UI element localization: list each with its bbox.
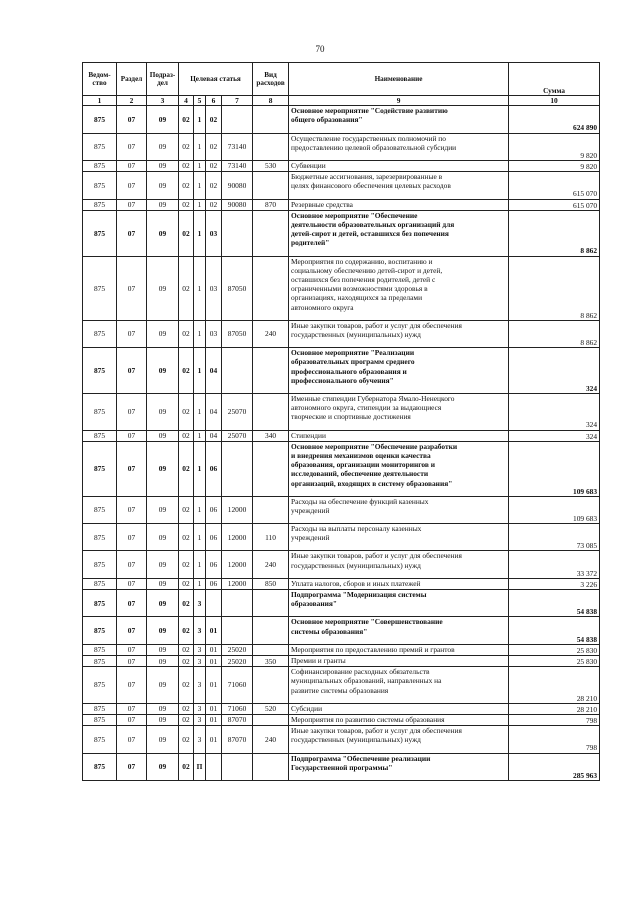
table-row bbox=[83, 393, 600, 430]
cell-pr: 09 bbox=[147, 199, 179, 210]
cell-name: Субвенции bbox=[289, 160, 509, 171]
cell-a: 02 bbox=[179, 617, 194, 644]
cell-a: 02 bbox=[179, 133, 194, 160]
table-row bbox=[83, 320, 600, 347]
cell-b: 1 bbox=[194, 133, 206, 160]
header-vid: Вид расходов bbox=[253, 63, 289, 96]
cell-name: Основное мероприятие "Содействие развитию общего образования" bbox=[289, 106, 509, 133]
header-podrazdel: Подраз- дел bbox=[147, 63, 179, 96]
table-row bbox=[83, 590, 600, 617]
column-number: 10 bbox=[509, 96, 600, 106]
cell-rz: 07 bbox=[117, 106, 147, 133]
cell-a: 02 bbox=[179, 393, 194, 430]
cell-rz: 07 bbox=[117, 726, 147, 753]
cell-sum: 615 070 bbox=[509, 199, 600, 210]
cell-d: 73140 bbox=[222, 160, 253, 171]
cell-c: 02 bbox=[206, 133, 222, 160]
cell-vid bbox=[253, 644, 289, 655]
cell-rz: 07 bbox=[117, 703, 147, 714]
cell-sum: 25 830 bbox=[509, 656, 600, 667]
cell-b: 1 bbox=[194, 172, 206, 199]
cell-vid bbox=[253, 617, 289, 644]
cell-c: 02 bbox=[206, 160, 222, 171]
table-row bbox=[83, 348, 600, 394]
cell-vid: 240 bbox=[253, 551, 289, 578]
table-row bbox=[83, 644, 600, 655]
cell-d: 12000 bbox=[222, 524, 253, 551]
cell-name: Резервные средства bbox=[289, 199, 509, 210]
cell-d: 90080 bbox=[222, 172, 253, 199]
cell-c: 01 bbox=[206, 644, 222, 655]
cell-pr: 09 bbox=[147, 753, 179, 780]
cell-sum: 9 820 bbox=[509, 160, 600, 171]
cell-name: Уплата налогов, сборов и иных платежей bbox=[289, 578, 509, 589]
cell-c: 04 bbox=[206, 430, 222, 441]
cell-ved: 875 bbox=[83, 393, 117, 430]
cell-a: 02 bbox=[179, 348, 194, 394]
column-number: 4 bbox=[179, 96, 194, 106]
cell-vid bbox=[253, 496, 289, 523]
cell-d: 73140 bbox=[222, 133, 253, 160]
cell-a: 02 bbox=[179, 578, 194, 589]
cell-ved: 875 bbox=[83, 715, 117, 726]
cell-d bbox=[222, 590, 253, 617]
cell-ved: 875 bbox=[83, 441, 117, 496]
cell-sum: 54 838 bbox=[509, 590, 600, 617]
column-number: 5 bbox=[194, 96, 206, 106]
budget-table bbox=[82, 62, 600, 781]
cell-b: 1 bbox=[194, 199, 206, 210]
cell-rz: 07 bbox=[117, 172, 147, 199]
cell-pr: 09 bbox=[147, 106, 179, 133]
cell-name: Подпрограмма "Обеспечение реализации Государственной программы" bbox=[289, 753, 509, 780]
cell-c: 02 bbox=[206, 199, 222, 210]
cell-d: 87050 bbox=[222, 256, 253, 320]
cell-vid: 530 bbox=[253, 160, 289, 171]
cell-d: 12000 bbox=[222, 578, 253, 589]
cell-ved: 875 bbox=[83, 644, 117, 655]
cell-name: Мероприятия по содержанию, воспитанию и социальному обеспечению детей-сирот и детей, оставшихся без попечения родителей, детей с ограниченными возможностями здоровья в организациях, находящихся за пределами автономного округа bbox=[289, 256, 509, 320]
cell-a: 02 bbox=[179, 590, 194, 617]
cell-a: 02 bbox=[179, 703, 194, 714]
cell-d: 12000 bbox=[222, 496, 253, 523]
cell-d: 71060 bbox=[222, 703, 253, 714]
cell-ved: 875 bbox=[83, 753, 117, 780]
cell-a: 02 bbox=[179, 726, 194, 753]
cell-sum: 28 210 bbox=[509, 667, 600, 704]
cell-c: 04 bbox=[206, 393, 222, 430]
cell-vid bbox=[253, 106, 289, 133]
cell-rz: 07 bbox=[117, 133, 147, 160]
cell-b: 1 bbox=[194, 320, 206, 347]
cell-b: 1 bbox=[194, 106, 206, 133]
cell-c: 04 bbox=[206, 348, 222, 394]
cell-a: 02 bbox=[179, 160, 194, 171]
cell-d: 87050 bbox=[222, 320, 253, 347]
column-number: 7 bbox=[222, 96, 253, 106]
cell-name: Иные закупки товаров, работ и услуг для обеспечения государственных (муниципальных) нужд bbox=[289, 726, 509, 753]
cell-a: 02 bbox=[179, 524, 194, 551]
table-row bbox=[83, 617, 600, 644]
cell-pr: 09 bbox=[147, 726, 179, 753]
cell-b: 1 bbox=[194, 348, 206, 394]
cell-rz: 07 bbox=[117, 496, 147, 523]
cell-name: Расходы на обеспечение функций казенных учреждений bbox=[289, 496, 509, 523]
cell-pr: 09 bbox=[147, 496, 179, 523]
cell-a: 02 bbox=[179, 551, 194, 578]
cell-sum: 8 862 bbox=[509, 210, 600, 256]
cell-name: Основное мероприятие "Обеспечение разработки и внедрения механизмов оценки качества образования, организации мониторингов и исследований, обеспечение деятельности организаций, входящих в систему образования" bbox=[289, 441, 509, 496]
cell-vid bbox=[253, 348, 289, 394]
cell-vid bbox=[253, 441, 289, 496]
cell-sum: 624 890 bbox=[509, 106, 600, 133]
cell-sum: 324 bbox=[509, 430, 600, 441]
cell-ved: 875 bbox=[83, 133, 117, 160]
cell-sum: 28 210 bbox=[509, 703, 600, 714]
cell-b: 1 bbox=[194, 578, 206, 589]
header-sum: Сумма bbox=[509, 63, 600, 96]
table-row bbox=[83, 133, 600, 160]
cell-name: Софинансирование расходных обязательств муниципальных образований, направленных на развитие системы образования bbox=[289, 667, 509, 704]
cell-pr: 09 bbox=[147, 320, 179, 347]
cell-b: 1 bbox=[194, 430, 206, 441]
cell-pr: 09 bbox=[147, 667, 179, 704]
cell-name: Премии и гранты bbox=[289, 656, 509, 667]
cell-vid bbox=[253, 715, 289, 726]
header-ved: Ведом- ство bbox=[83, 63, 117, 96]
table-row bbox=[83, 524, 600, 551]
cell-c: 02 bbox=[206, 106, 222, 133]
cell-sum: 9 820 bbox=[509, 133, 600, 160]
cell-c: 06 bbox=[206, 578, 222, 589]
table-row bbox=[83, 199, 600, 210]
cell-c: 03 bbox=[206, 256, 222, 320]
table-row bbox=[83, 703, 600, 714]
cell-name: Именные стипендии Губернатора Ямало-Ненецкого автономного округа, стипендии за выдающиеся творческие и спортивные достижения bbox=[289, 393, 509, 430]
cell-b: 3 bbox=[194, 667, 206, 704]
cell-c bbox=[206, 590, 222, 617]
table-row bbox=[83, 578, 600, 589]
cell-d: 87070 bbox=[222, 726, 253, 753]
cell-rz: 07 bbox=[117, 753, 147, 780]
column-number: 8 bbox=[253, 96, 289, 106]
cell-rz: 07 bbox=[117, 256, 147, 320]
cell-name: Подпрограмма "Модернизация системы образования" bbox=[289, 590, 509, 617]
column-number: 3 bbox=[147, 96, 179, 106]
cell-vid: 520 bbox=[253, 703, 289, 714]
cell-d bbox=[222, 753, 253, 780]
cell-name: Бюджетные ассигнования, зарезервированные в целях финансового обеспечения целевых расходов bbox=[289, 172, 509, 199]
cell-rz: 07 bbox=[117, 348, 147, 394]
cell-d: 25020 bbox=[222, 656, 253, 667]
table-row bbox=[83, 430, 600, 441]
cell-vid: 350 bbox=[253, 656, 289, 667]
cell-name: Иные закупки товаров, работ и услуг для обеспечения государственных (муниципальных) нужд bbox=[289, 551, 509, 578]
cell-sum: 25 830 bbox=[509, 644, 600, 655]
cell-c: 01 bbox=[206, 667, 222, 704]
cell-rz: 07 bbox=[117, 199, 147, 210]
cell-c: 06 bbox=[206, 496, 222, 523]
cell-d: 25070 bbox=[222, 430, 253, 441]
cell-b: 3 bbox=[194, 726, 206, 753]
cell-vid bbox=[253, 210, 289, 256]
cell-b: 1 bbox=[194, 524, 206, 551]
cell-ved: 875 bbox=[83, 726, 117, 753]
cell-a: 02 bbox=[179, 199, 194, 210]
cell-pr: 09 bbox=[147, 715, 179, 726]
cell-a: 02 bbox=[179, 320, 194, 347]
cell-d bbox=[222, 441, 253, 496]
table-row bbox=[83, 753, 600, 780]
cell-pr: 09 bbox=[147, 644, 179, 655]
cell-vid: 110 bbox=[253, 524, 289, 551]
cell-pr: 09 bbox=[147, 578, 179, 589]
cell-c bbox=[206, 753, 222, 780]
cell-b: 1 bbox=[194, 393, 206, 430]
cell-d: 25020 bbox=[222, 644, 253, 655]
cell-rz: 07 bbox=[117, 210, 147, 256]
cell-vid bbox=[253, 393, 289, 430]
cell-c: 03 bbox=[206, 210, 222, 256]
cell-vid: 850 bbox=[253, 578, 289, 589]
cell-d bbox=[222, 348, 253, 394]
cell-name: Осуществление государственных полномочий по предоставлению целевой образовательной субсидии bbox=[289, 133, 509, 160]
table-row bbox=[83, 656, 600, 667]
cell-pr: 09 bbox=[147, 551, 179, 578]
cell-rz: 07 bbox=[117, 656, 147, 667]
cell-c: 06 bbox=[206, 524, 222, 551]
cell-d bbox=[222, 617, 253, 644]
cell-pr: 09 bbox=[147, 430, 179, 441]
cell-ved: 875 bbox=[83, 551, 117, 578]
cell-ved: 875 bbox=[83, 256, 117, 320]
column-number: 2 bbox=[117, 96, 147, 106]
cell-d: 90080 bbox=[222, 199, 253, 210]
cell-ved: 875 bbox=[83, 348, 117, 394]
table-row bbox=[83, 496, 600, 523]
cell-sum: 54 838 bbox=[509, 617, 600, 644]
cell-name: Иные закупки товаров, работ и услуг для обеспечения государственных (муниципальных) нужд bbox=[289, 320, 509, 347]
cell-b: 3 bbox=[194, 703, 206, 714]
cell-vid bbox=[253, 667, 289, 704]
cell-pr: 09 bbox=[147, 393, 179, 430]
cell-c: 01 bbox=[206, 703, 222, 714]
table-row bbox=[83, 726, 600, 753]
cell-b: 1 bbox=[194, 210, 206, 256]
cell-rz: 07 bbox=[117, 524, 147, 551]
cell-vid: 340 bbox=[253, 430, 289, 441]
cell-a: 02 bbox=[179, 656, 194, 667]
cell-ved: 875 bbox=[83, 667, 117, 704]
cell-a: 02 bbox=[179, 256, 194, 320]
cell-name: Основное мероприятие "Обеспечение деятельности образовательных организаций для детей-сирот и детей, оставшихся без попечения родителей" bbox=[289, 210, 509, 256]
column-number: 6 bbox=[206, 96, 222, 106]
cell-b: 3 bbox=[194, 715, 206, 726]
header-row bbox=[83, 63, 600, 96]
cell-pr: 09 bbox=[147, 703, 179, 714]
table-body bbox=[83, 106, 600, 781]
cell-vid: 240 bbox=[253, 320, 289, 347]
cell-d: 71060 bbox=[222, 667, 253, 704]
cell-ved: 875 bbox=[83, 106, 117, 133]
cell-pr: 09 bbox=[147, 656, 179, 667]
cell-sum: 109 683 bbox=[509, 496, 600, 523]
cell-b: 1 bbox=[194, 160, 206, 171]
cell-name: Основное мероприятие "Совершенствование системы образования" bbox=[289, 617, 509, 644]
cell-c: 01 bbox=[206, 656, 222, 667]
cell-rz: 07 bbox=[117, 441, 147, 496]
cell-rz: 07 bbox=[117, 393, 147, 430]
cell-a: 02 bbox=[179, 644, 194, 655]
cell-a: 02 bbox=[179, 753, 194, 780]
cell-c: 06 bbox=[206, 551, 222, 578]
cell-ved: 875 bbox=[83, 210, 117, 256]
cell-rz: 07 bbox=[117, 644, 147, 655]
header-target: Целевая статья bbox=[179, 63, 253, 96]
cell-ved: 875 bbox=[83, 172, 117, 199]
cell-pr: 09 bbox=[147, 348, 179, 394]
cell-ved: 875 bbox=[83, 160, 117, 171]
cell-d: 12000 bbox=[222, 551, 253, 578]
cell-pr: 09 bbox=[147, 441, 179, 496]
cell-b: 1 bbox=[194, 551, 206, 578]
cell-ved: 875 bbox=[83, 656, 117, 667]
cell-rz: 07 bbox=[117, 320, 147, 347]
cell-pr: 09 bbox=[147, 256, 179, 320]
table-row bbox=[83, 160, 600, 171]
cell-pr: 09 bbox=[147, 172, 179, 199]
cell-sum: 285 963 bbox=[509, 753, 600, 780]
page-number: 70 bbox=[315, 44, 325, 54]
cell-a: 02 bbox=[179, 172, 194, 199]
table-row bbox=[83, 715, 600, 726]
cell-d bbox=[222, 210, 253, 256]
table-row bbox=[83, 256, 600, 320]
cell-a: 02 bbox=[179, 210, 194, 256]
cell-ved: 875 bbox=[83, 617, 117, 644]
cell-vid bbox=[253, 753, 289, 780]
cell-pr: 09 bbox=[147, 133, 179, 160]
table-row bbox=[83, 551, 600, 578]
cell-rz: 07 bbox=[117, 715, 147, 726]
cell-a: 02 bbox=[179, 441, 194, 496]
cell-name: Стипендии bbox=[289, 430, 509, 441]
cell-d: 87070 bbox=[222, 715, 253, 726]
cell-name: Субсидии bbox=[289, 703, 509, 714]
cell-sum: 8 862 bbox=[509, 320, 600, 347]
cell-a: 02 bbox=[179, 106, 194, 133]
cell-vid bbox=[253, 133, 289, 160]
table-row bbox=[83, 441, 600, 496]
cell-c: 03 bbox=[206, 320, 222, 347]
cell-ved: 875 bbox=[83, 496, 117, 523]
cell-a: 02 bbox=[179, 430, 194, 441]
cell-rz: 07 bbox=[117, 667, 147, 704]
header-name: Наименование bbox=[289, 63, 509, 96]
cell-b: П bbox=[194, 753, 206, 780]
cell-rz: 07 bbox=[117, 578, 147, 589]
cell-pr: 09 bbox=[147, 524, 179, 551]
cell-sum: 798 bbox=[509, 726, 600, 753]
column-number-row bbox=[83, 96, 600, 106]
cell-sum: 798 bbox=[509, 715, 600, 726]
cell-pr: 09 bbox=[147, 210, 179, 256]
cell-rz: 07 bbox=[117, 160, 147, 171]
cell-b: 1 bbox=[194, 256, 206, 320]
table-row bbox=[83, 106, 600, 133]
cell-b: 3 bbox=[194, 656, 206, 667]
cell-a: 02 bbox=[179, 715, 194, 726]
cell-ved: 875 bbox=[83, 578, 117, 589]
cell-name: Расходы на выплаты персоналу казенных учреждений bbox=[289, 524, 509, 551]
cell-sum: 324 bbox=[509, 393, 600, 430]
table-row bbox=[83, 210, 600, 256]
cell-ved: 875 bbox=[83, 703, 117, 714]
cell-ved: 875 bbox=[83, 199, 117, 210]
cell-sum: 615 070 bbox=[509, 172, 600, 199]
cell-c: 01 bbox=[206, 715, 222, 726]
cell-sum: 73 085 bbox=[509, 524, 600, 551]
cell-b: 1 bbox=[194, 496, 206, 523]
cell-pr: 09 bbox=[147, 160, 179, 171]
cell-b: 3 bbox=[194, 617, 206, 644]
cell-vid: 240 bbox=[253, 726, 289, 753]
cell-ved: 875 bbox=[83, 320, 117, 347]
cell-pr: 09 bbox=[147, 590, 179, 617]
cell-rz: 07 bbox=[117, 617, 147, 644]
cell-b: 3 bbox=[194, 590, 206, 617]
cell-sum: 109 683 bbox=[509, 441, 600, 496]
cell-ved: 875 bbox=[83, 524, 117, 551]
column-number: 1 bbox=[83, 96, 117, 106]
cell-sum: 3 226 bbox=[509, 578, 600, 589]
cell-rz: 07 bbox=[117, 590, 147, 617]
cell-sum: 324 bbox=[509, 348, 600, 394]
cell-rz: 07 bbox=[117, 551, 147, 578]
cell-sum: 33 372 bbox=[509, 551, 600, 578]
cell-vid bbox=[253, 256, 289, 320]
cell-name: Мероприятия по предоставлению премий и грантов bbox=[289, 644, 509, 655]
column-number: 9 bbox=[289, 96, 509, 106]
cell-vid bbox=[253, 590, 289, 617]
cell-ved: 875 bbox=[83, 430, 117, 441]
cell-a: 02 bbox=[179, 496, 194, 523]
cell-a: 02 bbox=[179, 667, 194, 704]
cell-c: 02 bbox=[206, 172, 222, 199]
cell-c: 01 bbox=[206, 617, 222, 644]
cell-ved: 875 bbox=[83, 590, 117, 617]
cell-pr: 09 bbox=[147, 617, 179, 644]
cell-rz: 07 bbox=[117, 430, 147, 441]
header-razdel: Раздел bbox=[117, 63, 147, 96]
cell-name: Мероприятия по развитию системы образования bbox=[289, 715, 509, 726]
cell-d bbox=[222, 106, 253, 133]
cell-d: 25070 bbox=[222, 393, 253, 430]
cell-b: 1 bbox=[194, 441, 206, 496]
table-row bbox=[83, 667, 600, 704]
table-row bbox=[83, 172, 600, 199]
cell-b: 3 bbox=[194, 644, 206, 655]
cell-sum: 8 862 bbox=[509, 256, 600, 320]
cell-vid: 870 bbox=[253, 199, 289, 210]
cell-c: 01 bbox=[206, 726, 222, 753]
cell-c: 06 bbox=[206, 441, 222, 496]
cell-vid bbox=[253, 172, 289, 199]
cell-name: Основное мероприятие "Реализации образовательных программ среднего профессионального образования и профессионального обучения" bbox=[289, 348, 509, 394]
